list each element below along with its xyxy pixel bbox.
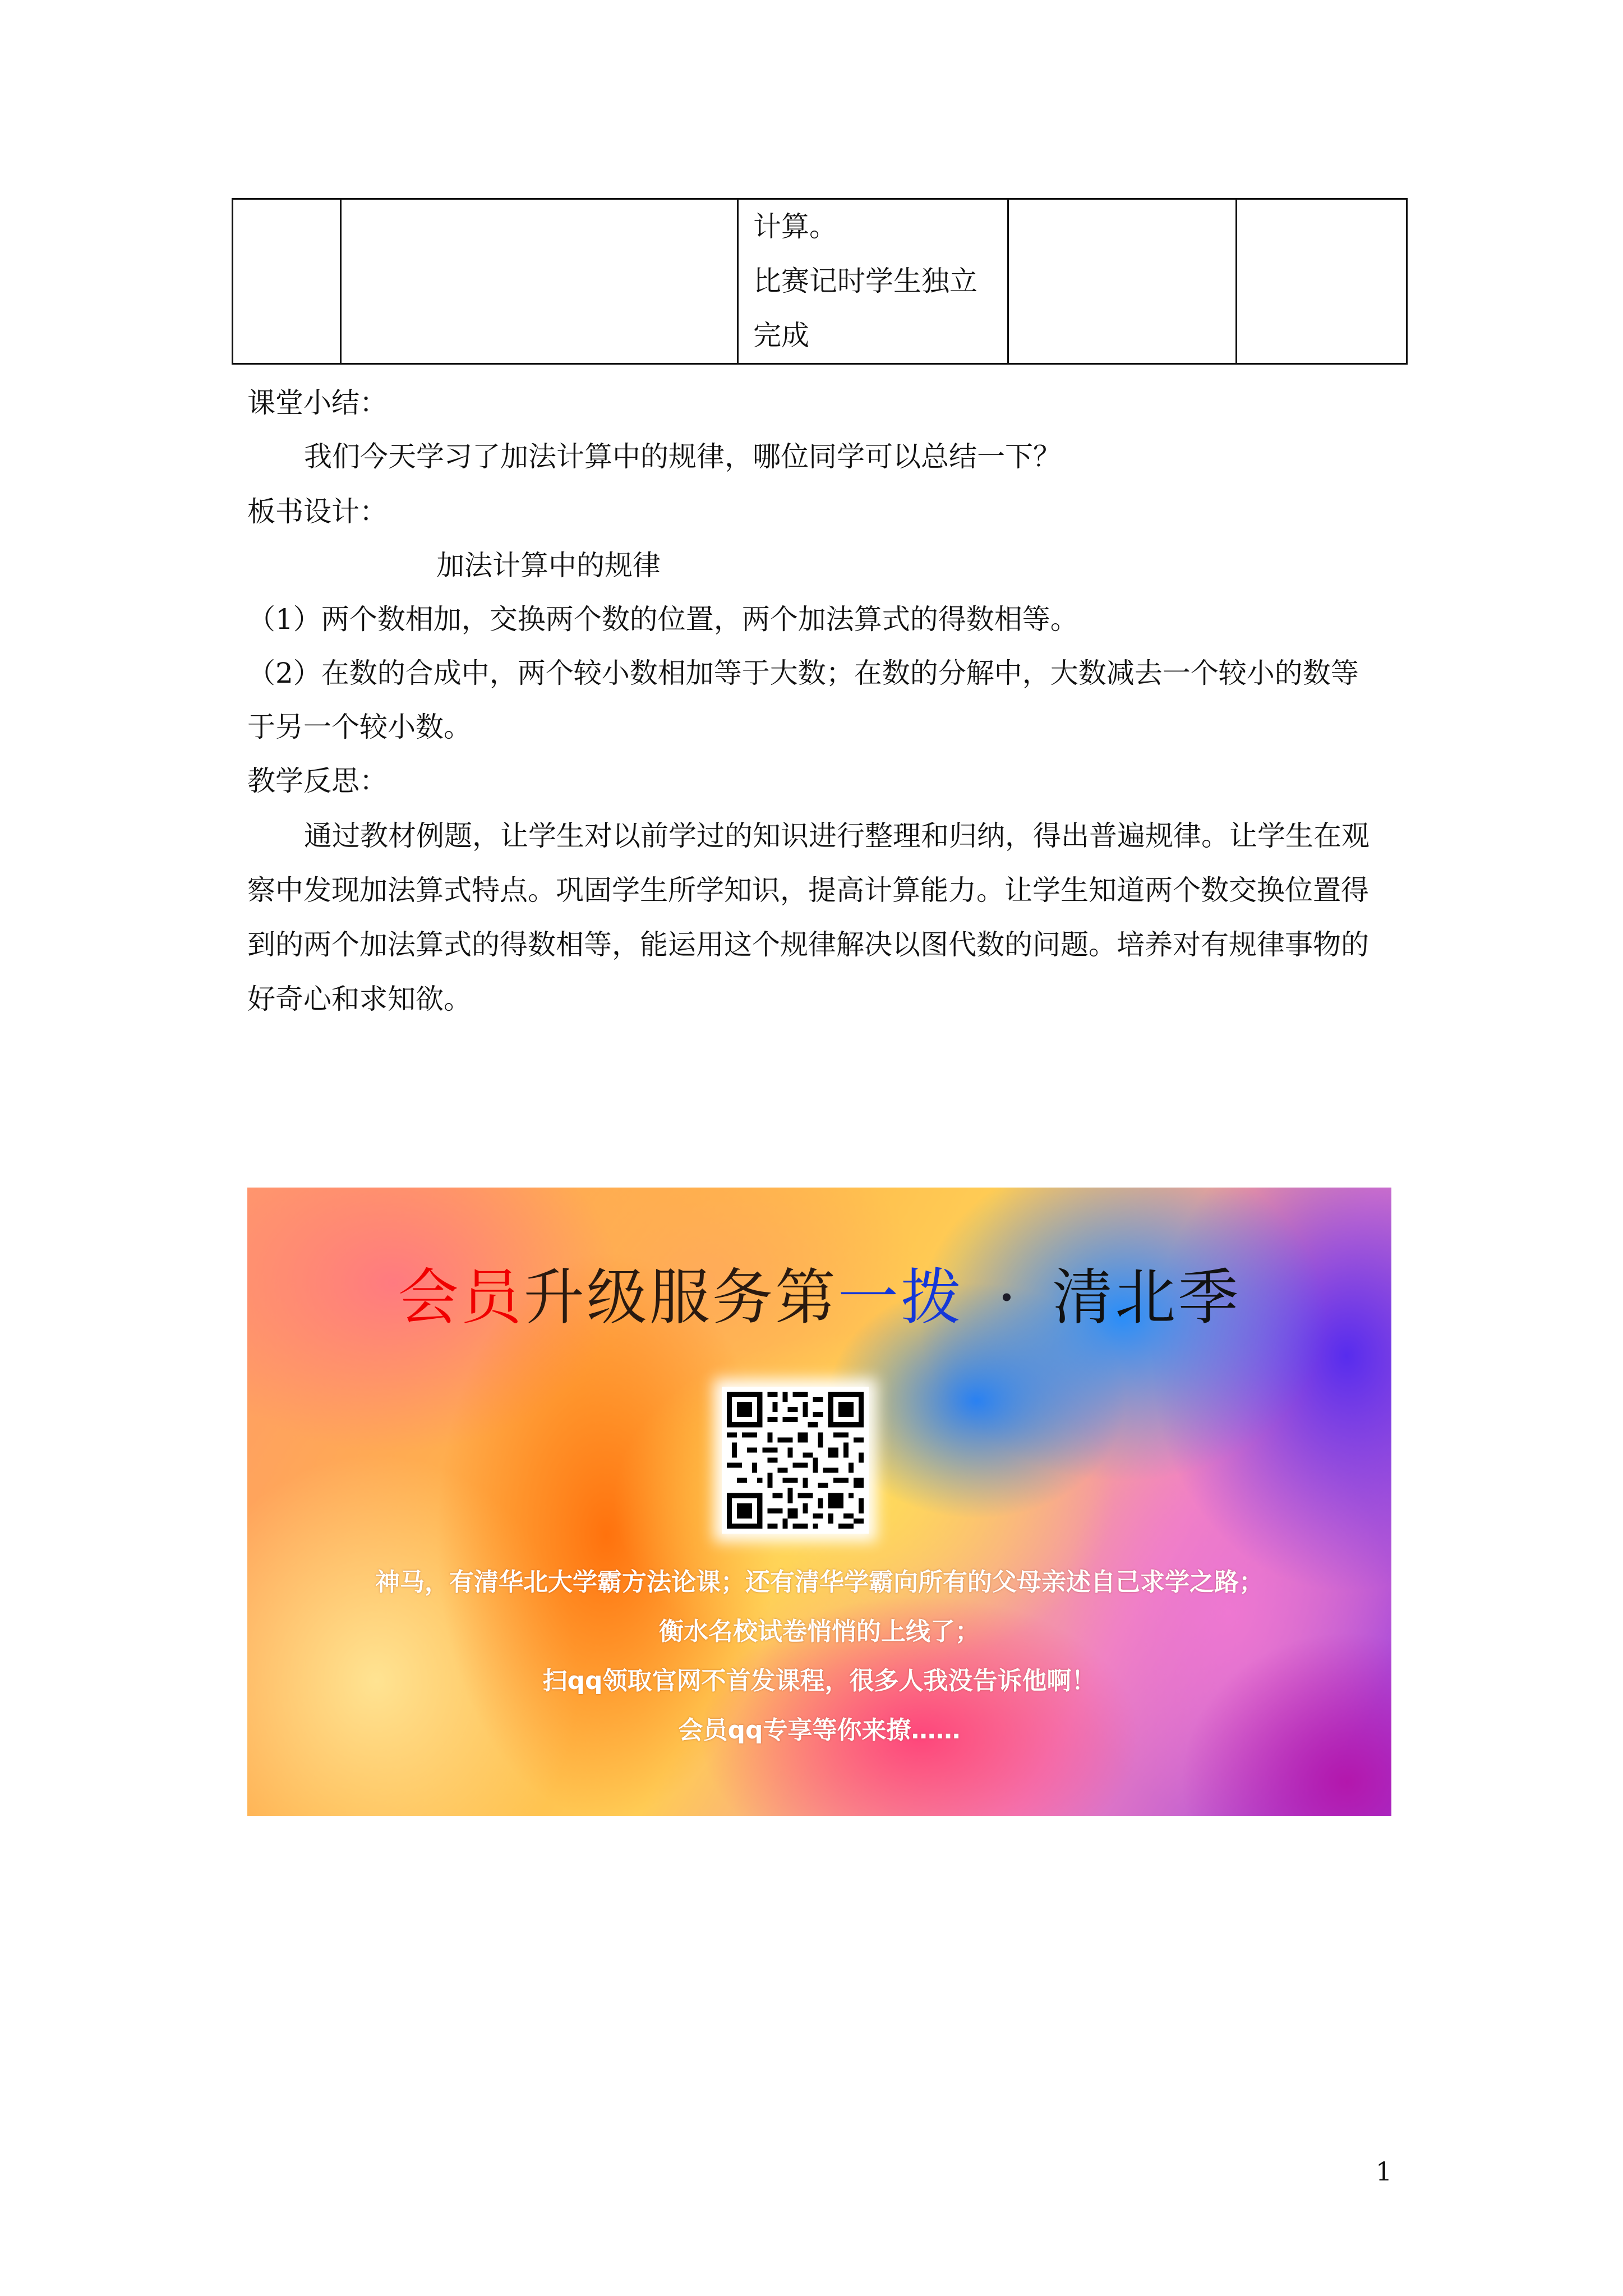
lesson-table-fragment — [232, 198, 1408, 365]
banner-title-red: 会员 — [398, 1263, 524, 1333]
reflection-line: 察中发现加法算式特点。巩固学生所学知识，提高计算能力。让学生知道两个数交换位置得 — [247, 874, 1369, 907]
table-cell — [1008, 199, 1237, 364]
table-row — [233, 199, 1407, 364]
board-design-heading: 板书设计： — [247, 495, 388, 528]
board-design-title: 加法计算中的规律 — [436, 549, 661, 582]
qr-code-icon[interactable] — [722, 1387, 869, 1534]
reflection-line: 到的两个加法算式的得数相等，能运用这个规律解决以图代数的问题。培养对有规律事物的 — [247, 928, 1369, 961]
board-design-point-2: （2）在数的合成中，两个较小数相加等于大数；在数的分解中，大数减去一个较小的数等 — [247, 657, 1359, 689]
board-design-point-1: （1）两个数相加，交换两个数的位置，两个加法算式的得数相等。 — [247, 603, 1078, 636]
summary-heading: 课堂小结： — [247, 386, 388, 419]
reflection-line: 通过教材例题，让学生对以前学过的知识进行整理和归纳，得出普遍规律。让学生在观 — [304, 820, 1370, 852]
banner-line: 扫qq领取官网不首发课程，很多人我没告诉他啊！ — [542, 1667, 1096, 1695]
reflection-heading: 教学反思： — [247, 765, 388, 797]
cell-line: 完成 — [753, 319, 809, 352]
banner-line: 衡水名校试卷悄悄的上线了； — [659, 1617, 980, 1646]
reflection-line: 好奇心和求知欲。 — [247, 983, 472, 1015]
banner-title-dark: 升级服务第 — [523, 1263, 838, 1333]
cell-line: 计算。 — [753, 210, 837, 243]
banner-text — [247, 1558, 1391, 1755]
table-cell-activity — [738, 199, 1008, 364]
banner-title-dot: · — [997, 1263, 1019, 1333]
table-cell — [1237, 199, 1407, 364]
table-cell — [341, 199, 738, 364]
board-design-point-2-cont: 于另一个较小数。 — [247, 711, 472, 743]
page-number: 1 — [1376, 2156, 1393, 2187]
cell-line: 比赛记时学生独立 — [753, 265, 978, 297]
banner-line: 会员qq专享等你来撩…… — [678, 1716, 961, 1745]
table-cell — [233, 199, 341, 364]
summary-text: 我们今天学习了加法计算中的规律，哪位同学可以总结一下？ — [304, 440, 1061, 473]
banner-title-black: 清北季 — [1052, 1263, 1241, 1333]
banner-line: 神马，有清华北大学霸方法论课；还有清华学霸向所有的父母亲述自己求学之路； — [375, 1568, 1264, 1596]
promo-banner[interactable] — [247, 1188, 1391, 1816]
banner-title — [247, 1262, 1391, 1335]
banner-title-blue: 一拨 — [837, 1263, 963, 1333]
